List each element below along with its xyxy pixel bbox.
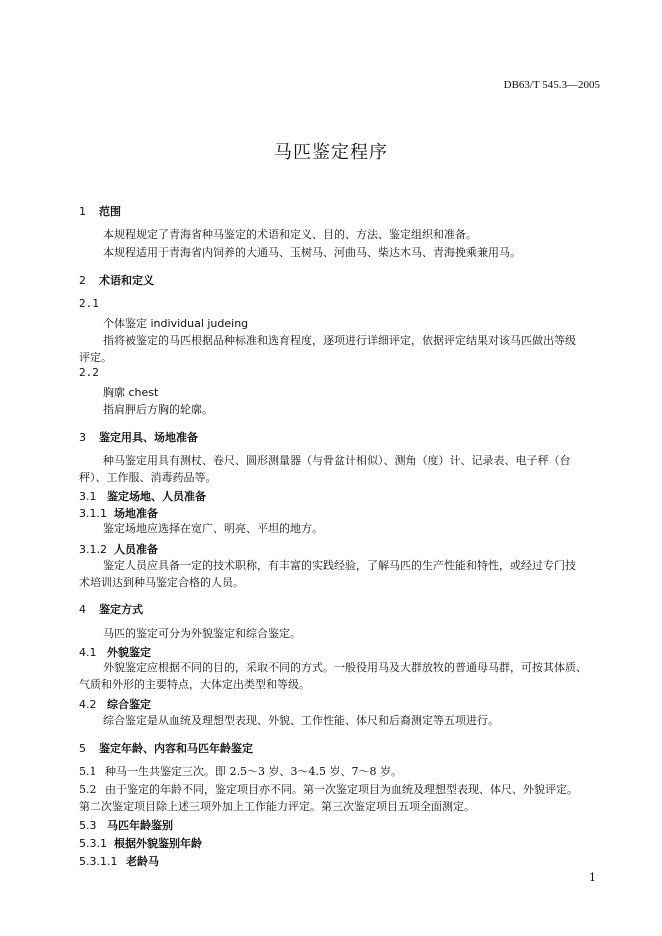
term-definition: 指肩胛后方胸的轮廓。 [103, 403, 213, 416]
paragraph: 外貌鉴定应根据不同的目的，采取不同的方式。一般役用马及大群放牧的普通母马群，可按其体质、 [103, 661, 587, 674]
subsection-heading [79, 696, 151, 712]
page-title: 马匹鉴定程序 [274, 142, 388, 163]
paragraph: 鉴定场地应选择在宽广、明亮、平坦的地方。 [103, 522, 323, 535]
section-3-heading [79, 429, 198, 445]
subsection-heading [79, 488, 206, 504]
section-number: 2 [79, 274, 86, 287]
section-1-heading [79, 203, 121, 219]
term-number: 2.1 [79, 297, 99, 310]
section-number: 3 [79, 431, 86, 444]
subsection-number: 5.3 [79, 819, 97, 832]
paragraph: 本规程规定了青海省种马鉴定的术语和定义、目的、方法、鉴定组织和准备。 [103, 228, 477, 241]
standard-number: DB63/T 545.3—2005 [503, 79, 600, 91]
clause-text: 种马一生共鉴定三次。即 2.5～3 岁、3～4.5 岁、7～8 岁。 [105, 765, 402, 778]
term-definition-cont: 评定。 [79, 351, 112, 364]
section-4-heading [79, 601, 143, 617]
page-number: 1 [589, 871, 596, 884]
subsection-title: 鉴定场地、人员准备 [107, 490, 206, 503]
section-title: 术语和定义 [99, 274, 154, 287]
section-number: 1 [79, 205, 86, 218]
subsection-heading [79, 835, 202, 851]
clause-text: 由于鉴定的年龄不同，鉴定项目亦不同。第一次鉴定项目为血统及理想型表现、体尺、外貌评定。 [105, 783, 578, 796]
subsection-title: 根据外貌鉴别年龄 [114, 837, 202, 850]
paragraph: 马匹的鉴定可分为外貌鉴定和综合鉴定。 [103, 627, 301, 640]
subsection-number: 3.1 [79, 490, 97, 503]
section-title: 鉴定年龄、内容和马匹年龄鉴定 [99, 742, 253, 755]
subsection-title: 综合鉴定 [107, 698, 151, 711]
section-5-heading [79, 740, 253, 756]
clause-number: 5.2 [79, 783, 97, 796]
subsection-number: 5.3.1 [79, 837, 107, 850]
subsection-number: 5.3.1.1 [79, 855, 118, 868]
subsection-number: 3.1.2 [79, 543, 107, 556]
subsection-title: 人员准备 [114, 543, 158, 556]
subsection-title: 老龄马 [126, 855, 159, 868]
term-number: 2.2 [79, 366, 99, 379]
section-title: 鉴定用具、场地准备 [99, 431, 198, 444]
section-title: 鉴定方式 [99, 603, 143, 616]
section-number: 5 [79, 742, 86, 755]
subsection-title: 场地准备 [114, 507, 158, 520]
term-title: 胸廓 chest [103, 386, 159, 399]
subsection-number: 4.1 [79, 646, 97, 659]
subsection-heading [79, 853, 159, 869]
paragraph-cont: 气质和外形的主要特点，大体定出类型和等级。 [79, 678, 310, 691]
subsection-number: 3.1.1 [79, 507, 107, 520]
subsection-title: 马匹年龄鉴别 [107, 819, 173, 832]
section-title: 范围 [99, 205, 121, 218]
subsection-heading [79, 541, 158, 557]
paragraph: 鉴定人员应具备一定的技术职称，有丰富的实践经验，了解马匹的生产性能和特性，或经过专门技 [103, 559, 576, 572]
term-definition: 指将被鉴定的马匹根据品种标准和选育程度，逐项进行详细评定，依据评定结果对该马匹做出等级 [103, 334, 576, 347]
paragraph: 本规程适用于青海省内饲养的大通马、玉树马、河曲马、柴达木马、青海挽乘兼用马。 [103, 246, 521, 259]
section-number: 4 [79, 603, 86, 616]
subsection-title: 外貌鉴定 [107, 646, 151, 659]
paragraph: 综合鉴定是从血统及理想型表现、外貌、工作性能、体尺和后裔测定等五项进行。 [103, 714, 499, 727]
subsection-heading [79, 817, 173, 833]
subsection-number: 4.2 [79, 698, 97, 711]
paragraph: 种马鉴定用具有测杖、卷尺、圆形测量器（与骨盆计相似）、测角（度）计、记录表、电子秤（台 [103, 454, 571, 467]
section-2-heading [79, 272, 154, 288]
clause-cont: 第二次鉴定项目除上述三项外加上工作能力评定。第三次鉴定项目五项全面测定。 [79, 800, 475, 813]
term-title: 个体鉴定 individual judeing [103, 317, 249, 330]
paragraph-cont: 秤）、工作服、消毒药品等。 [79, 471, 217, 484]
clause-number: 5.1 [79, 765, 97, 778]
paragraph-cont: 术培训达到种马鉴定合格的人员。 [79, 576, 244, 589]
clause [79, 762, 402, 781]
